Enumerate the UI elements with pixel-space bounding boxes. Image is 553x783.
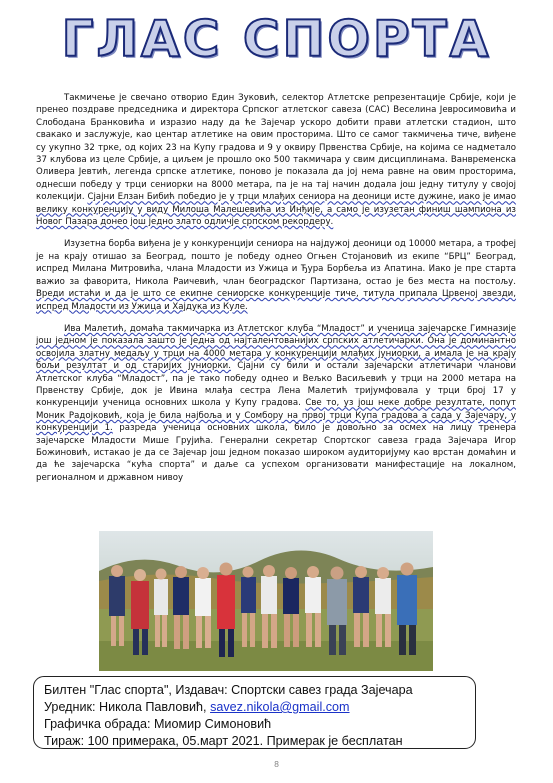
article-paragraph-1 [36, 92, 516, 228]
circulation-line: Тираж: 100 примерака, 05.март 2021. Примерак је бесплатан [44, 734, 403, 748]
underlined-text: Вреди истаћи и да је што се екипне сениорске конкуренције тиче, титула припала Црвеној звезди, испред Младости из Ужица и Хајдука из Куле. [36, 289, 516, 312]
paragraph-text: Такмичење је свечано отворио Един Зуковић, селектор Атлетске репрезентације Србије, који је пренео поздраве председника и директора Српског атлетског савеза (САС) Веселина Јевросимовића и Слободана Бранковића и изразио наду да ће Зајечар ускоро добити прави атлетски стадион, што свакако и заслужује, као центар атлетике на овим просторима. Што се самог такмичења тиче, виђене су укупно 32 трке, од којих 23 на Купу градова и 9 у оквиру Првенства Србије, на којима се надметало 37 клубова из целе Србије, а циљем је прошло око 500 такмичара у свим дисциплинама. Ванвременска Оливера Јевтић, легенда српске атлетике, поново је показала да јој нема равне на овим просторима, однесши победу у трци сениорки на 8000 метара, па је на тај начин додала још једну титулу у својој колекцији. [36, 93, 516, 203]
editor-label: Уредник: Никола Павловић, [44, 700, 207, 714]
article-paragraph-2 [36, 238, 516, 312]
email-link[interactable]: savez.nikola@gmail.com [210, 700, 350, 714]
masthead-title: ГЛАС СПОРТА [61, 10, 492, 68]
page-number: 8 [273, 760, 280, 769]
paragraph-text: разреда ученица основних школа, било је довољно за осмех на лицу тренера зајечарске Младости Мише Грујића. Генерални секретар Спортског савеза града Зајечара Игор Божиновић, истакао је да се Зајечар још једном показао широком аудиторијуму као врстан домаћин и да ће зајечарска “кућа спорта” и даље са успехом организовати манифестације на локалном, регионалном и државном нивоу [36, 423, 516, 483]
publication-info-box [33, 676, 476, 749]
editor-line [44, 699, 465, 716]
underlined-text: Сјајни Елзан Бибић победио је у трци млађих сениора на деоници исте дужине, иако је имао велику конкуренцију у виду Милоша Малешевића из Инђије, а само је изузетан финиш шампиона из Новог Пазара донео још једно злато одличје српском рекордеру. [36, 192, 517, 228]
article-paragraph-3 [36, 323, 516, 484]
article-body [36, 92, 516, 494]
paragraph-text: Сјајни су били и остали зајечарски атлетичари чланови Атлетског клуба “Младост”, па је тако победу однео и Вељко Васиљевић у трци на 2000 метара на Првенству Србије, док је Ивина млађа сестра Лена Малетић тријумфовала у трци број 17 у конкуренцији ученица основних школа у Купу градова. [36, 361, 516, 409]
underlined-text: Ива Малетић, домаћа такмичарка из Атлетског клуба “Младост” и ученица зајечарске Гимназије још једном је показала зашто је једна од најталентованијих српских атлетичарки. Она је доминантно освојила златну медаљу у трци на 4000 метара у конкуренцији млађих јуниорки, а имала је на крају бољи резултат и од старијих јуниорки. [36, 323, 516, 372]
publisher-line: Билтен "Глас спорта", Издавач: Спортски савез града Зајечара [44, 683, 413, 697]
paragraph-text: Изузетна борба виђена је у конкуренцији сениора на најдужој деоници од 10000 метара, а трофеј је на крају отишао за Београд, пошто је победу однео Огњен Стојановић из екипе “БРЦ” Београд, испред Милана Митровића, члана Младости из Ужица и Ђура Борбеља из Апатина. Иако је пре старта важио за фаворита, Никола Раичевић, члан београдског Партизана, остао је без места на постољу. [36, 239, 516, 287]
underlined-text: Све то, уз још неке добре резултате, попут Моник Радојковић, која је била најбоља и у Сомбору на првој трци Купа градова а сада у Зајечару, у конкуренцији 1. [36, 398, 516, 434]
race-photo [99, 531, 433, 671]
design-line: Графичка обрада: Миомир Симоновић [44, 717, 272, 731]
